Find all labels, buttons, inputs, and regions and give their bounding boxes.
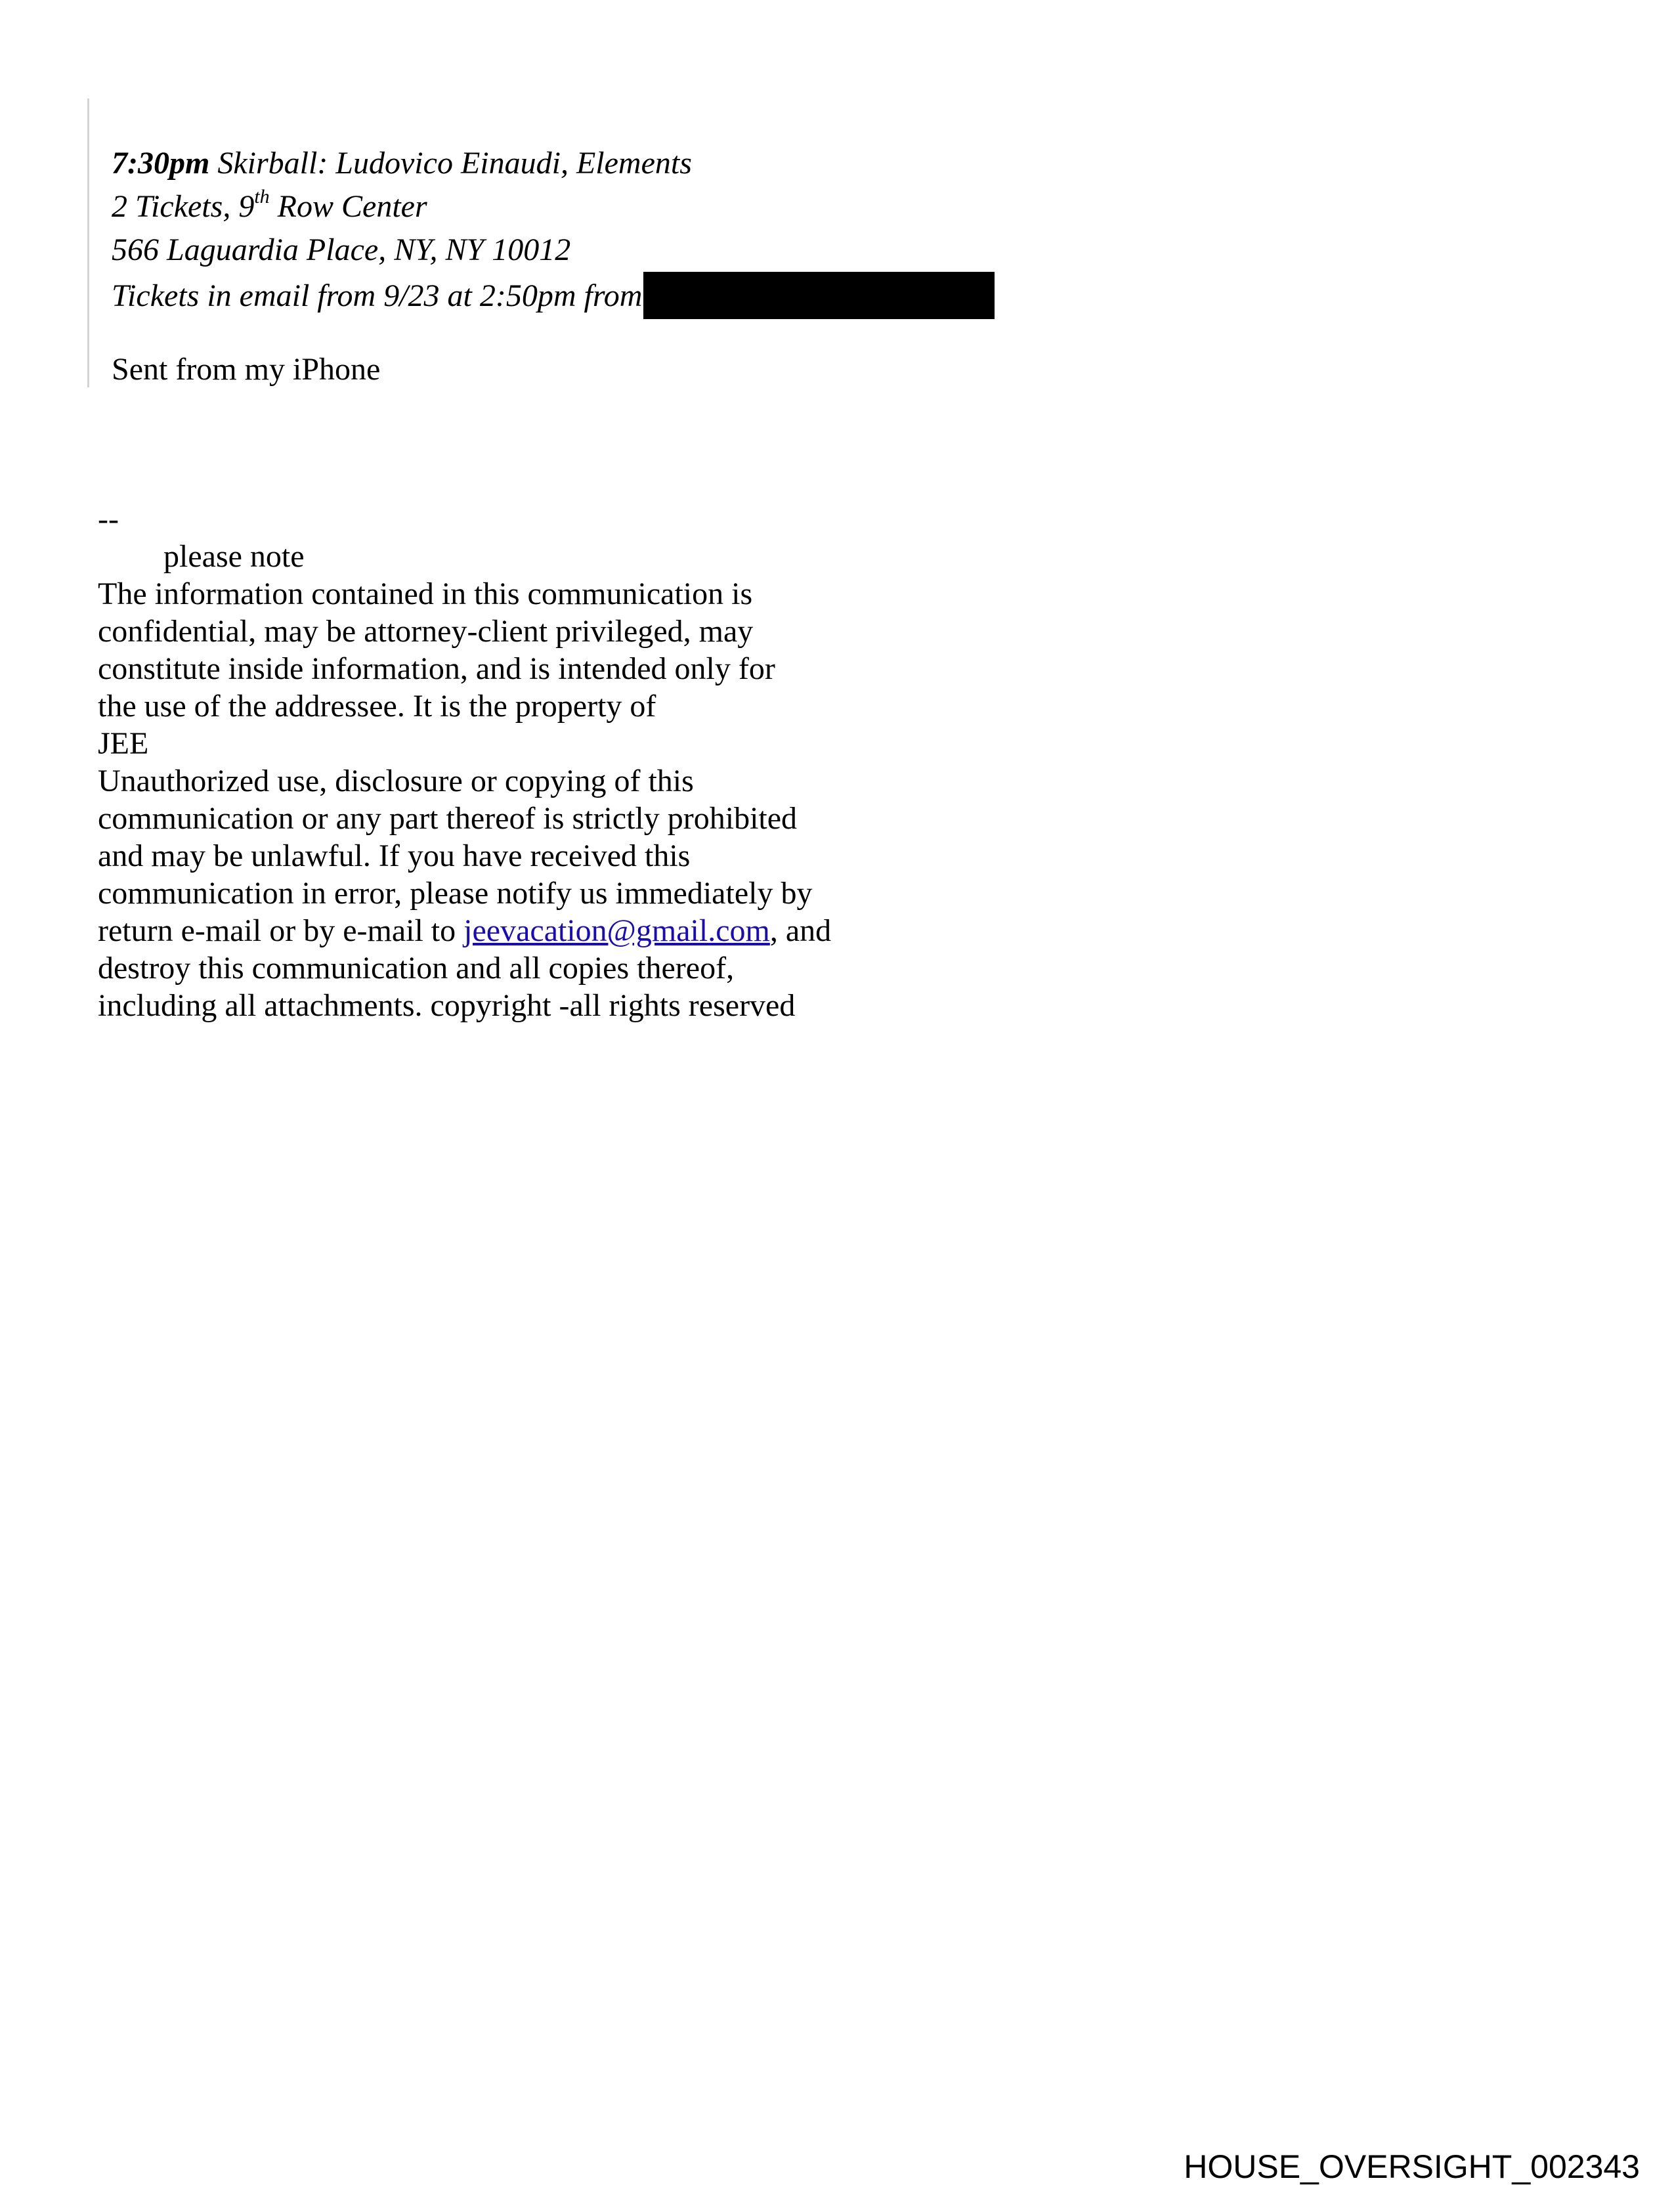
event-address: 566 Laguardia Place, NY, NY 10012 — [112, 232, 571, 267]
event-details — [112, 142, 995, 315]
tickets-prefix: 2 Tickets, 9 — [112, 189, 255, 224]
disclaimer-line: communication in error, please notify us immediately by — [98, 876, 813, 911]
signature-separator: -- — [98, 502, 119, 536]
disclaimer-line: including all attachments. copyright -all rights reserved — [98, 988, 796, 1023]
disclaimer-line: The information contained in this communication is — [98, 576, 753, 611]
sent-from: Sent from my iPhone — [112, 352, 381, 387]
disclaimer-line: communication or any part thereof is strictly prohibited — [98, 801, 798, 836]
quote-rule — [87, 98, 89, 387]
event-tickets-line — [112, 185, 995, 228]
signature-disclaimer — [98, 500, 831, 1024]
event-time: 7:30pm — [112, 146, 210, 181]
disclaimer-line: and may be unlawful. If you have received this — [98, 838, 691, 873]
event-tickets-note-line — [112, 272, 995, 315]
disclaimer-link-line — [98, 912, 831, 949]
link-line-suffix: , and — [769, 913, 832, 948]
tickets-superscript: th — [254, 186, 270, 207]
link-line-prefix: return e-mail or by e-mail to — [98, 913, 464, 948]
event-title: Skirball: Ludovico Einaudi, Elements — [209, 146, 692, 181]
disclaimer-line: destroy this communication and all copies thereof, — [98, 951, 735, 986]
email-link[interactable]: jeevacation@gmail.com — [463, 913, 770, 948]
signature-note: please note — [163, 539, 305, 574]
event-title-line — [112, 142, 995, 185]
disclaimer-line: Unauthorized use, disclosure or copying of this — [98, 764, 694, 798]
tickets-note: Tickets in email from 9/23 at 2:50pm from — [112, 278, 643, 313]
redaction-box — [643, 272, 995, 319]
disclaimer-line: the use of the addressee. It is the property of — [98, 689, 656, 724]
disclaimer-line: constitute inside information, and is intended only for — [98, 651, 775, 686]
disclaimer-line: confidential, may be attorney-client privileged, may — [98, 614, 754, 649]
bates-number: HOUSE_OVERSIGHT_002343 — [1184, 2148, 1640, 2185]
tickets-suffix: Row Center — [269, 189, 427, 224]
disclaimer-line: JEE — [98, 726, 149, 761]
